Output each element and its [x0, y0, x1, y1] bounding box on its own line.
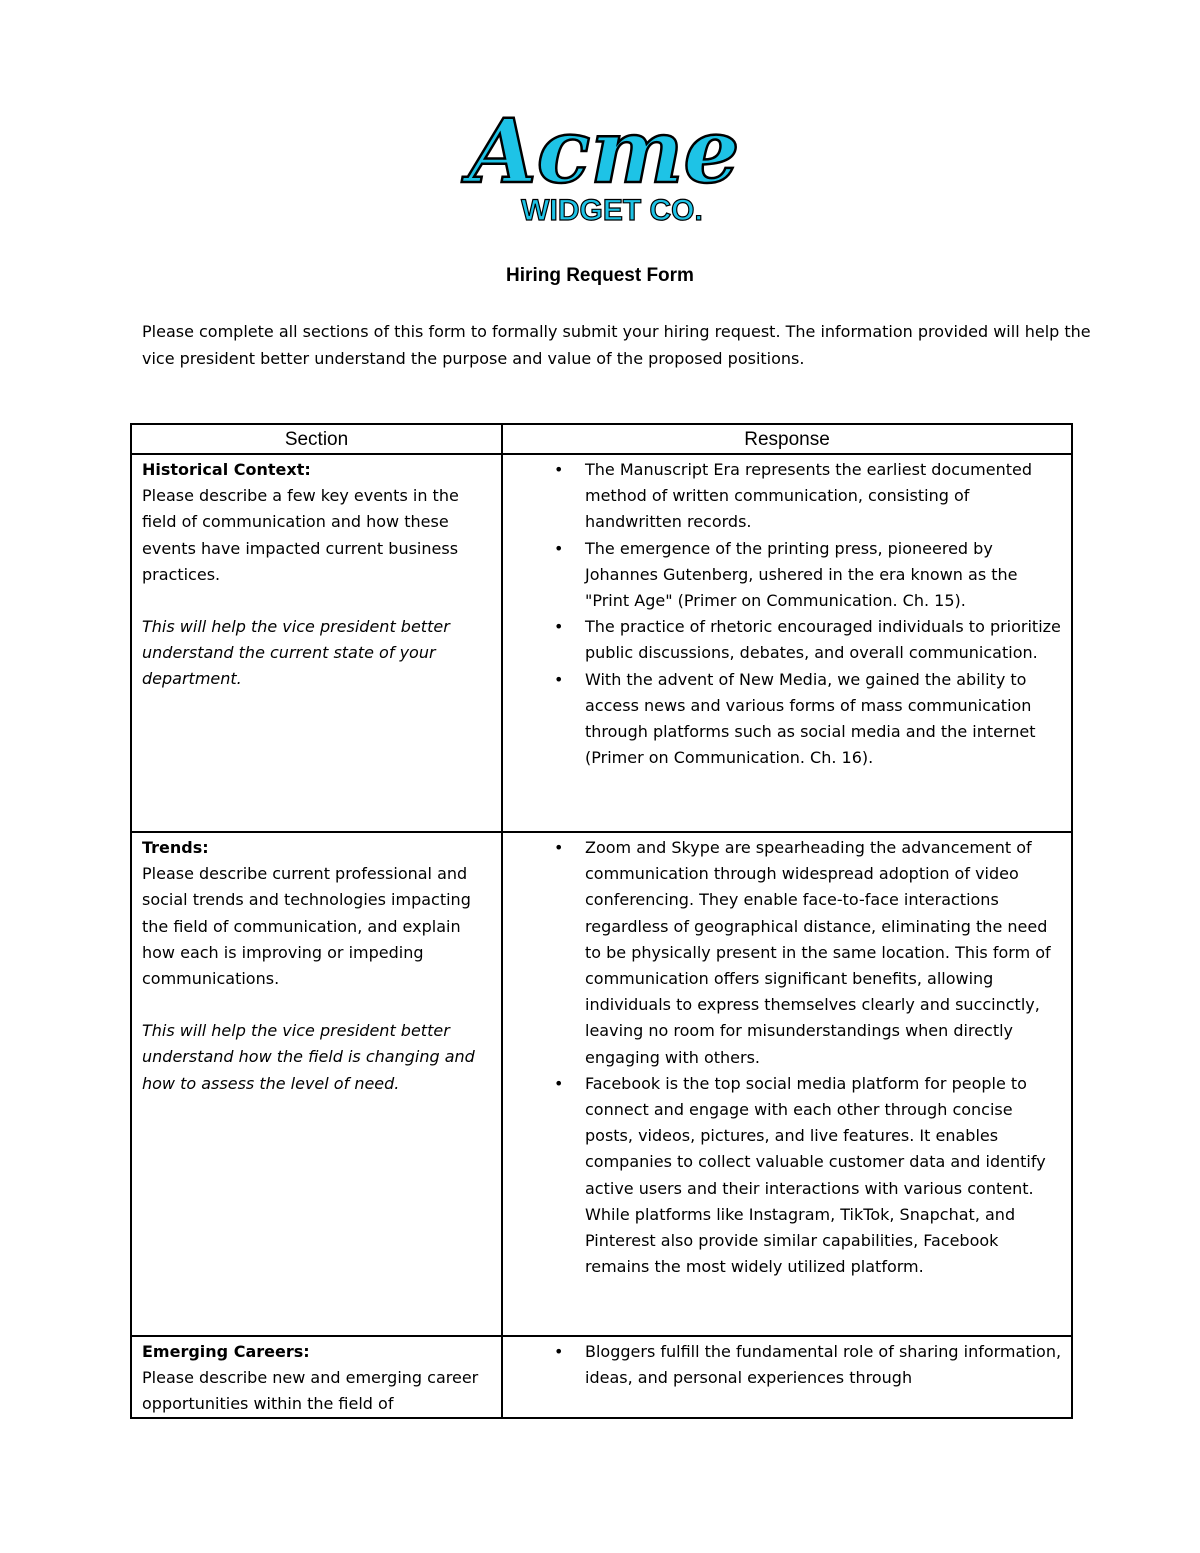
- section-cell: [131, 454, 502, 832]
- section-cell: [131, 1336, 502, 1418]
- response-list: [503, 835, 1065, 1280]
- intro-paragraph: Please complete all sections of this form to formally submit your hiring request. The information provided will help the vice president better understand the purpose and value of the proposed positions.: [142, 322, 1091, 368]
- bullet-icon: •: [554, 1073, 564, 1093]
- page-title: Hiring Request Form: [506, 265, 694, 286]
- list-item: • Facebook is the top social media platform for people to connect and engage with each other through concise posts, videos, pictures, and live features. It enables companies to collect valuable customer data and identify active users and their interactions with various content. While platforms like Instagram, TikTok, Snapchat, and Pinterest also provide similar capabilities, Facebook remains the most widely utilized platform.: [503, 1071, 1065, 1281]
- response-cell: [502, 454, 1072, 832]
- header-response: Response: [502, 424, 1072, 454]
- logo-brand: Acme: [468, 99, 740, 203]
- list-item: • The practice of rhetoric encouraged individuals to prioritize public discussions, debates, and overall communication.: [503, 614, 1065, 666]
- section-description: Please describe current professional and social trends and technologies impacting the field of communication, and explain how each is improving or impeding communications.: [142, 864, 471, 989]
- section-note: This will help the vice president better understand how the field is changing and how to assess the level of need.: [142, 1021, 475, 1093]
- logo-sub: WIDGET CO.: [521, 194, 703, 227]
- response-cell: [502, 1336, 1072, 1418]
- bullet-icon: •: [554, 538, 564, 558]
- table-row: [131, 832, 1072, 1336]
- hiring-request-table: [130, 423, 1073, 1419]
- section-cell: [131, 832, 502, 1336]
- response-list: [503, 457, 1065, 771]
- table-header-row: [131, 424, 1072, 454]
- bullet-icon: •: [554, 838, 564, 857]
- acme-logo: [468, 99, 740, 230]
- section-description: Please describe new and emerging career opportunities within the field of: [142, 1368, 479, 1414]
- table-row: [131, 1336, 1072, 1418]
- header-section: Section: [131, 424, 502, 454]
- section-title: Historical Context:: [142, 460, 311, 479]
- bullet-icon: •: [554, 669, 564, 689]
- section-title: Trends:: [142, 838, 209, 857]
- bullet-icon: •: [554, 1342, 564, 1361]
- table-row: [131, 454, 1072, 832]
- section-description: Please describe a few key events in the field of communication and how these events have impacted current business practices.: [142, 486, 459, 584]
- bullet-icon: •: [554, 617, 564, 637]
- list-item: • With the advent of New Media, we gained the ability to access news and various forms of mass communication through platforms such as social media and the internet (Primer on Communication. Ch. 16).: [503, 667, 1065, 772]
- section-title: Emerging Careers:: [142, 1342, 310, 1361]
- list-item: • Bloggers fulfill the fundamental role of sharing information, ideas, and personal experiences through: [503, 1339, 1065, 1391]
- section-note: This will help the vice president better understand the current state of your department.: [142, 617, 450, 689]
- response-cell: [502, 832, 1072, 1336]
- list-item: • The emergence of the printing press, pioneered by Johannes Gutenberg, ushered in the era known as the "Print Age" (Primer on Communication. Ch. 15).: [503, 536, 1065, 615]
- bullet-icon: •: [554, 460, 564, 479]
- list-item: • Zoom and Skype are spearheading the advancement of communication through widespread adoption of video conferencing. They enable face-to-face interactions regardless of geographical distance, eliminating the need to be physically present in the same location. This form of communication offers significant benefits, allowing individuals to express themselves clearly and succinctly, leaving no room for misunderstandings when directly engaging with others.: [503, 835, 1065, 1071]
- list-item: • The Manuscript Era represents the earliest documented method of written communication, consisting of handwritten records.: [503, 457, 1065, 536]
- response-list: [503, 1339, 1065, 1391]
